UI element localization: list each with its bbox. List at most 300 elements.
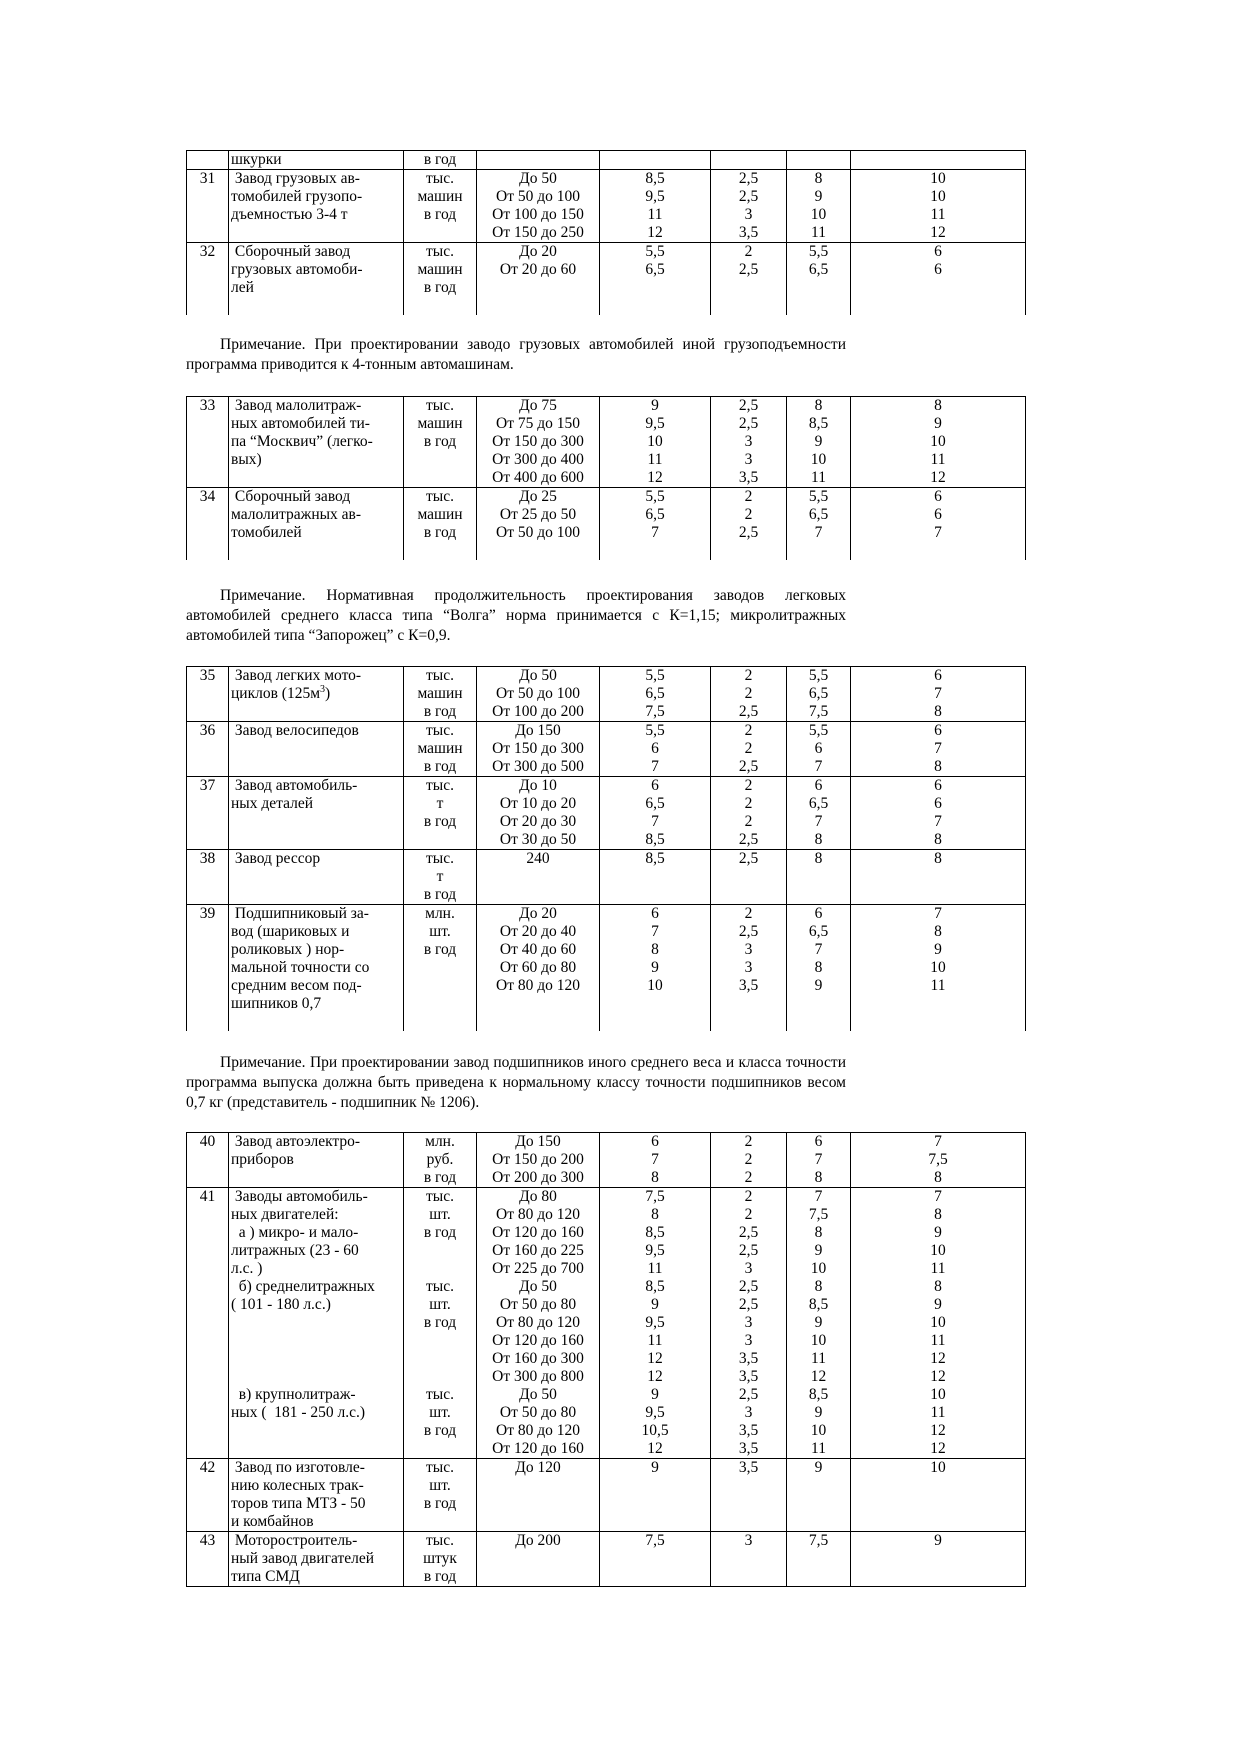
cell-c6 xyxy=(711,1133,787,1188)
cell-line: ных автомобилей ти- xyxy=(231,415,370,432)
cell-line xyxy=(189,795,226,813)
cell-line: штук xyxy=(423,1550,457,1567)
cell-line: 6 xyxy=(934,261,942,278)
cell-line: От 120 до 160 xyxy=(492,1224,584,1241)
cell-line xyxy=(479,1495,597,1513)
cell-line xyxy=(406,224,474,242)
cell-line: 6,5 xyxy=(808,795,829,812)
cell-line: 11 xyxy=(811,469,826,486)
cell-line: тыс. xyxy=(426,777,454,794)
cell-line: 7 xyxy=(651,758,659,775)
cell-line xyxy=(713,1477,784,1495)
cell-line xyxy=(853,886,1023,904)
cell-line: 6,5 xyxy=(645,506,665,523)
cell-line: 8 xyxy=(814,1278,823,1295)
cell-line: томобилей грузопо- xyxy=(231,188,363,205)
cell-line: 3,5 xyxy=(738,224,759,241)
cell-line xyxy=(231,1314,401,1332)
cell-range xyxy=(477,905,600,1032)
cell-line: 6 xyxy=(651,777,659,794)
cell-c6 xyxy=(711,850,787,905)
cell-line xyxy=(479,1513,597,1531)
cell-line xyxy=(789,886,848,904)
cell-line: 7 xyxy=(651,1151,659,1168)
cell-line: в год xyxy=(423,524,457,541)
cell-line xyxy=(479,1013,597,1031)
cell-line: 12 xyxy=(810,1368,827,1385)
cell-line: 8 xyxy=(651,1206,659,1223)
cell-line xyxy=(189,831,226,849)
cell-line: 7 xyxy=(934,685,942,702)
cell-c5 xyxy=(600,1188,711,1459)
cell-line: 10 xyxy=(930,1242,946,1259)
cell-line: 12 xyxy=(930,1350,946,1367)
cell-line: От 50 до 100 xyxy=(496,685,580,702)
cell-line: До 150 xyxy=(515,1133,561,1150)
cell-line: в год xyxy=(423,1422,457,1439)
cell-n xyxy=(187,1532,229,1587)
cell-line xyxy=(602,1568,708,1586)
cell-line: вод (шариковых и xyxy=(231,923,350,940)
cell-line: 31 xyxy=(199,170,216,187)
cell-line xyxy=(853,1513,1023,1531)
cell-line xyxy=(406,1350,474,1368)
cell-line: 9 xyxy=(814,433,823,450)
cell-line xyxy=(853,1495,1023,1513)
cell-line xyxy=(853,542,1023,560)
cell-line: До 10 xyxy=(519,777,557,794)
cell-c7 xyxy=(787,1188,851,1459)
cell-line: 8,5 xyxy=(645,1278,665,1295)
cell-line: 7 xyxy=(814,758,823,775)
cell-line xyxy=(479,151,597,169)
cell-line xyxy=(789,1513,848,1531)
cell-line: 7 xyxy=(651,923,659,940)
cell-line: 7,5 xyxy=(645,1188,665,1205)
cell-name xyxy=(229,243,404,316)
cell-line: 11 xyxy=(647,1260,663,1277)
cell-line: 3,5 xyxy=(738,1368,759,1385)
cell-line xyxy=(189,740,226,758)
cell-line: тыс. xyxy=(426,1386,454,1403)
cell-unit xyxy=(404,397,477,488)
cell-line: От 75 до 150 xyxy=(496,415,580,432)
cell-line xyxy=(189,151,226,169)
cell-line xyxy=(189,959,226,977)
cell-line: 2,5 xyxy=(738,758,759,775)
cell-line xyxy=(406,831,474,849)
cell-line xyxy=(231,224,401,242)
cell-line: тыс. xyxy=(426,170,454,187)
cell-c5 xyxy=(600,1459,711,1532)
cell-line: 37 xyxy=(199,777,216,794)
cell-line: 33 xyxy=(199,397,216,414)
cell-line: 8 xyxy=(814,850,823,867)
cell-unit xyxy=(404,243,477,316)
cell-line: лей xyxy=(231,279,254,296)
cell-line: машин xyxy=(417,261,463,278)
table-row xyxy=(187,1459,1026,1532)
cell-line: 2 xyxy=(744,685,753,702)
cell-line: шкурки xyxy=(231,151,282,168)
cell-range xyxy=(477,1188,600,1459)
cell-line xyxy=(231,813,401,831)
cell-line: 5,5 xyxy=(808,722,829,739)
table-row xyxy=(187,1188,1026,1459)
cell-line: 7 xyxy=(814,524,823,541)
cell-line: 6,5 xyxy=(808,261,829,278)
cell-line: шипников 0,7 xyxy=(231,995,322,1012)
cell-c7 xyxy=(787,905,851,1032)
cell-line: тыс. xyxy=(426,722,454,739)
cell-line xyxy=(713,1568,784,1586)
cell-line: средним весом под- xyxy=(231,977,362,994)
cell-line xyxy=(189,279,226,297)
cell-line xyxy=(479,1550,597,1568)
cell-line xyxy=(231,758,401,776)
cell-line xyxy=(189,1440,226,1458)
cell-line xyxy=(602,1495,708,1513)
cell-c8 xyxy=(851,777,1026,850)
cell-line: 10 xyxy=(647,433,663,450)
cell-line: 32 xyxy=(199,243,216,260)
cell-line: 2 xyxy=(744,1169,753,1186)
cell-line xyxy=(602,279,708,297)
cell-line xyxy=(189,703,226,721)
cell-c7 xyxy=(787,1459,851,1532)
table-row xyxy=(187,722,1026,777)
cell-line: От 300 до 800 xyxy=(492,1368,584,1385)
cell-line: т xyxy=(436,795,444,812)
cell-name xyxy=(229,1133,404,1188)
cell-line: 7 xyxy=(934,740,942,757)
cell-c5 xyxy=(600,905,711,1032)
cell-line xyxy=(789,1477,848,1495)
cell-line: литражных (23 - 60 xyxy=(231,1242,359,1259)
cell-name xyxy=(229,488,404,561)
cell-line: вых) xyxy=(231,451,262,468)
cell-line xyxy=(602,1550,708,1568)
cell-line: От 50 до 80 xyxy=(499,1296,577,1313)
cell-line: типа СМД xyxy=(231,1568,300,1585)
cell-line: 12 xyxy=(647,469,663,486)
cell-c6 xyxy=(711,1459,787,1532)
cell-line xyxy=(189,1550,226,1568)
cell-unit xyxy=(404,1133,477,1188)
cell-c8 xyxy=(851,1133,1026,1188)
cell-n xyxy=(187,777,229,850)
cell-line: томобилей xyxy=(231,524,302,541)
cell-line: 8 xyxy=(651,1169,659,1186)
cell-line: От 160 до 300 xyxy=(492,1350,584,1367)
cell-line xyxy=(853,1568,1023,1586)
cell-line: 6 xyxy=(814,905,823,922)
cell-line xyxy=(189,297,226,315)
cell-n xyxy=(187,1459,229,1532)
cell-c8 xyxy=(851,1532,1026,1587)
cell-line: 10 xyxy=(930,433,946,450)
table-row xyxy=(187,1133,1026,1188)
cell-line: 10 xyxy=(930,1459,946,1476)
cell-line: От 150 до 200 xyxy=(492,1151,584,1168)
cell-line xyxy=(602,1513,708,1531)
cell-line: 10 xyxy=(810,451,827,468)
cell-line: 10 xyxy=(930,188,946,205)
cell-line xyxy=(789,297,848,315)
cell-line: 9 xyxy=(934,941,942,958)
cell-c8 xyxy=(851,151,1026,170)
cell-line xyxy=(853,868,1023,886)
cell-line: 6 xyxy=(934,506,942,523)
cell-line xyxy=(853,151,1023,169)
cell-c7 xyxy=(787,667,851,722)
cell-line xyxy=(789,1568,848,1586)
cell-line: От 225 до 700 xyxy=(492,1260,584,1277)
cell-line xyxy=(189,451,226,469)
cell-c7 xyxy=(787,722,851,777)
cell-line xyxy=(406,297,474,315)
cell-line xyxy=(602,297,708,315)
cell-unit xyxy=(404,722,477,777)
cell-c7 xyxy=(787,243,851,316)
cell-line xyxy=(189,758,226,776)
cell-line: 6 xyxy=(814,1133,823,1150)
cell-line: машин xyxy=(417,685,463,702)
cell-range xyxy=(477,722,600,777)
cell-line: До 80 xyxy=(519,1188,557,1205)
cell-line: 10 xyxy=(930,1386,946,1403)
cell-line xyxy=(231,740,401,758)
cell-line: 6 xyxy=(934,722,942,739)
cell-name xyxy=(229,1532,404,1587)
cell-line: ( 101 - 180 л.с.) xyxy=(231,1296,331,1313)
cell-line: ных деталей xyxy=(231,795,313,812)
cell-line xyxy=(602,1013,708,1031)
cell-line: 2,5 xyxy=(738,1224,759,1241)
cell-line xyxy=(189,261,226,279)
cell-n xyxy=(187,722,229,777)
cell-unit xyxy=(404,1188,477,1459)
cell-line: па “Москвич” (легко- xyxy=(231,433,373,450)
cell-line: До 50 xyxy=(519,1278,557,1295)
cell-line xyxy=(189,1386,226,1404)
cell-line: От 300 до 500 xyxy=(492,758,584,775)
cell-c5 xyxy=(600,667,711,722)
cell-line: 8 xyxy=(934,703,942,720)
cell-line xyxy=(479,297,597,315)
cell-line: 9,5 xyxy=(645,1404,665,1421)
cell-c6 xyxy=(711,243,787,316)
cell-line: 8 xyxy=(934,1169,942,1186)
cell-line: Завод рессор xyxy=(231,850,321,867)
cell-line xyxy=(406,959,474,977)
cell-line: тыс. xyxy=(426,243,454,260)
cell-c6 xyxy=(711,667,787,722)
cell-line: 7 xyxy=(814,813,823,830)
cell-line: 2,5 xyxy=(738,923,759,940)
cell-line: циклов $(125м^3)$ xyxy=(231,683,331,702)
cell-range xyxy=(477,1459,600,1532)
cell-line xyxy=(789,1013,848,1031)
cell-line: 40 xyxy=(199,1133,216,1150)
cell-range xyxy=(477,397,600,488)
cell-line: 11 xyxy=(647,206,663,223)
cell-line xyxy=(189,524,226,542)
cell-line: 6,5 xyxy=(808,923,829,940)
cell-c6 xyxy=(711,151,787,170)
cell-line xyxy=(189,685,226,703)
cell-line: 6 xyxy=(934,488,942,505)
cell-line: в год xyxy=(423,1495,457,1512)
cell-line: 41 xyxy=(199,1188,216,1205)
cell-line: 3 xyxy=(744,1260,753,1277)
cell-line xyxy=(189,977,226,995)
table-block-c xyxy=(186,666,1026,1031)
cell-line: От 25 до 50 xyxy=(499,506,577,523)
cell-line: От 50 до 80 xyxy=(499,1404,577,1421)
cell-c5 xyxy=(600,1532,711,1587)
cell-c8 xyxy=(851,397,1026,488)
cell-line: 2 xyxy=(744,740,753,757)
cell-line: От 20 до 30 xyxy=(499,813,577,830)
cell-n xyxy=(187,243,229,316)
cell-line: 9,5 xyxy=(645,1314,665,1331)
cell-line: 10 xyxy=(810,1260,827,1277)
cell-line: 8 xyxy=(814,959,823,976)
cell-line: 2 xyxy=(744,905,753,922)
cell-line: 6 xyxy=(934,243,942,260)
cell-line xyxy=(713,1550,784,1568)
cell-line: 10 xyxy=(810,1332,827,1349)
cell-line: 3,5 xyxy=(738,1350,759,1367)
cell-line: От 20 до 40 xyxy=(499,923,577,940)
cell-line xyxy=(189,995,226,1013)
cell-line xyxy=(713,868,784,886)
cell-name xyxy=(229,777,404,850)
cell-line xyxy=(406,1260,474,1278)
cell-line: 10,5 xyxy=(641,1422,669,1439)
cell-line: приборов xyxy=(231,1151,294,1168)
cell-c8 xyxy=(851,243,1026,316)
cell-line: 7,5 xyxy=(808,703,829,720)
cell-line: 7,5 xyxy=(645,703,665,720)
cell-line: До 120 xyxy=(515,1459,561,1476)
cell-line: 3 xyxy=(744,1532,753,1549)
cell-line: 2 xyxy=(744,506,753,523)
cell-line: 8 xyxy=(934,1278,942,1295)
table-block-d xyxy=(186,1132,1026,1587)
cell-range xyxy=(477,151,600,170)
cell-line xyxy=(189,1206,226,1224)
cell-line xyxy=(189,1278,226,1296)
cell-line: 5,5 xyxy=(645,722,665,739)
cell-line: 9,5 xyxy=(645,1242,665,1259)
cell-name xyxy=(229,1188,404,1459)
table-d xyxy=(186,1132,1026,1587)
cell-line: 5,5 xyxy=(645,488,665,505)
cell-line: в год xyxy=(423,433,457,450)
cell-range xyxy=(477,850,600,905)
cell-line: 7 xyxy=(814,1151,823,1168)
cell-c8 xyxy=(851,850,1026,905)
cell-line: Подшипниковый за- xyxy=(231,905,369,922)
cell-line: ных двигателей: xyxy=(231,1206,339,1223)
cell-line: 8 xyxy=(934,1206,942,1223)
cell-line: дъемностью 3-4 т xyxy=(231,206,348,223)
cell-line: шт. xyxy=(429,1404,451,1421)
cell-range xyxy=(477,488,600,561)
cell-c8 xyxy=(851,1188,1026,1459)
cell-line: б) среднелитражных xyxy=(231,1278,375,1295)
cell-c5 xyxy=(600,243,711,316)
cell-line: 11 xyxy=(647,451,663,468)
cell-line xyxy=(189,1260,226,1278)
cell-line xyxy=(602,151,708,169)
cell-line: 3,5 xyxy=(738,469,759,486)
table-row xyxy=(187,488,1026,561)
cell-line: 9 xyxy=(651,1386,659,1403)
cell-line: 2 xyxy=(744,795,753,812)
cell-line: 6,5 xyxy=(808,685,829,702)
cell-line: 10 xyxy=(930,1314,946,1331)
cell-unit xyxy=(404,667,477,722)
cell-line: 6 xyxy=(814,777,823,794)
cell-line: 3 xyxy=(744,433,753,450)
cell-line: 9 xyxy=(814,1314,823,1331)
cell-line: 2 xyxy=(744,667,753,684)
cell-line xyxy=(231,1440,401,1458)
cell-line xyxy=(406,1368,474,1386)
cell-line: 2 xyxy=(744,813,753,830)
cell-line xyxy=(713,886,784,904)
table-a xyxy=(186,150,1026,315)
cell-line: в год xyxy=(423,1169,457,1186)
cell-line: 7 xyxy=(934,524,942,541)
cell-line: 2 xyxy=(744,777,753,794)
cell-line: 9,5 xyxy=(645,415,665,432)
cell-line xyxy=(189,206,226,224)
cell-line: 8,5 xyxy=(645,170,665,187)
cell-line xyxy=(189,813,226,831)
cell-line: До 200 xyxy=(515,1532,561,1549)
cell-line xyxy=(231,703,401,721)
cell-line: 12 xyxy=(647,1440,663,1457)
cell-line xyxy=(189,1242,226,1260)
cell-line: До 50 xyxy=(519,170,557,187)
cell-line xyxy=(789,995,848,1013)
cell-line: тыс. xyxy=(426,667,454,684)
cell-line: 8 xyxy=(814,1224,823,1241)
cell-line: шт. xyxy=(429,1206,451,1223)
cell-line: нию колесных трак- xyxy=(231,1477,364,1494)
cell-line: 2,5 xyxy=(738,1386,759,1403)
cell-line: От 80 до 120 xyxy=(496,1206,580,1223)
cell-name xyxy=(229,397,404,488)
table-row xyxy=(187,850,1026,905)
cell-line: 7 xyxy=(934,1133,942,1150)
cell-line: торов типа МТЗ - 50 xyxy=(231,1495,366,1512)
cell-line: 2 xyxy=(744,488,753,505)
table-row xyxy=(187,151,1026,170)
cell-line xyxy=(789,151,848,169)
cell-line: От 50 до 100 xyxy=(496,188,580,205)
cell-line: 8,5 xyxy=(645,850,665,867)
cell-line: и комбайнов xyxy=(231,1513,314,1530)
cell-name xyxy=(229,170,404,243)
cell-line: 12 xyxy=(647,224,663,241)
cell-c7 xyxy=(787,397,851,488)
cell-c5 xyxy=(600,1133,711,1188)
